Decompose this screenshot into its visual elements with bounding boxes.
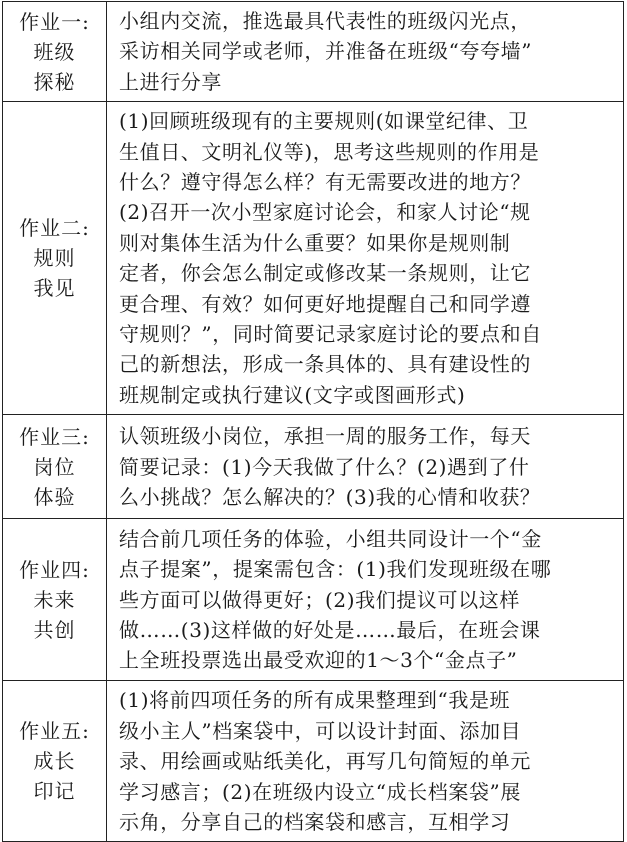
content-line: 生值日、文明礼仪等)，思考这些规则的作用是 [119,139,540,164]
table-row [3,519,624,681]
task-title-line: 规则 [33,246,76,271]
table-row [3,415,624,519]
task-label [3,102,107,415]
content-line: 上进行分享 [119,69,222,94]
task-title-line: 班级 [33,39,76,64]
task-content [107,415,624,519]
content-line: 班规制定或执行建议(文字或图画形式) [119,382,466,407]
content-line: 结合前几项任务的体验，小组共同设计一个“金 [119,526,542,551]
content-line: (2)召开一次小型家庭讨论会，和家人讨论“规 [119,200,531,225]
task-title-line: 印记 [33,779,76,804]
content-line: 己的新想法，形成一条具体的、具有建设性的 [119,352,531,377]
task-title-line: 未来 [33,587,76,612]
task-label [3,2,107,102]
task-label [3,681,107,842]
content-line: 学习感言；(2)在班级内设立“成长档案袋”展 [119,779,521,804]
task-content [107,2,624,102]
content-line: (1)将前四项任务的所有成果整理到“我是班 [119,688,511,713]
task-number: 作业一: [19,9,90,34]
task-title-line: 共创 [33,617,76,642]
content-line: 示角，分享自己的档案袋和感言，互相学习 [119,809,511,834]
content-line: 级小主人”档案袋中，可以设计封面、添加目 [119,718,522,743]
content-line: 定者，你会怎么制定或修改某一条规则，让它 [119,261,531,286]
task-number: 作业五: [19,719,90,744]
content-line: 认领班级小岗位，承担一周的服务工作，每天 [119,424,531,449]
task-label [3,415,107,519]
task-title-line: 岗位 [33,454,76,479]
task-content [107,102,624,415]
content-line: (1)回顾班级现有的主要规则(如课堂纪律、卫 [119,109,529,134]
task-content [107,519,624,681]
content-line: 做……(3)这样做的好处是……最后，在班会课 [119,617,541,642]
table-row [3,102,624,415]
task-number: 作业三: [19,424,90,449]
task-title-line: 探秘 [33,69,76,94]
content-line: 点子提案”，提案需包含：(1)我们发现班级在哪 [119,557,552,582]
task-label [3,519,107,681]
content-line: 录、用绘画或贴纸美化，再写几句简短的单元 [119,749,531,774]
content-line: 采访相关同学或老师，并准备在班级“夸夸墙” [119,39,533,64]
content-line: 更合理、有效？如何更好地提醒自己和同学遵 [119,291,531,316]
content-line: 什么？遵守得怎么样？有无需要改进的地方？ [119,170,531,195]
table-row [3,681,624,842]
task-number: 作业四: [19,557,90,582]
content-line: 则对集体生活为什么重要？如果你是规则制 [119,230,511,255]
homework-table [2,1,624,842]
content-line: 么小挑战？怎么解决的？(3)我的心情和收获？ [119,484,541,509]
content-line: 守规则？”，同时简要记录家庭讨论的要点和自 [119,322,542,347]
content-line: 小组内交流，推选最具代表性的班级闪光点， [119,9,531,33]
task-content [107,681,624,842]
task-title-line: 成长 [33,749,76,774]
content-line: 简要记录：(1)今天我做了什么？(2)遇到了什 [119,454,530,479]
content-line: 些方面可以做得更好；(2)我们提议可以这样 [119,587,520,612]
table-row [3,2,624,102]
task-title-line: 体验 [33,484,76,509]
content-line: 上全班投票选出最受欢迎的1～3个“金点子” [119,648,518,673]
task-title-line: 我见 [33,276,76,301]
task-number: 作业二: [19,216,90,241]
